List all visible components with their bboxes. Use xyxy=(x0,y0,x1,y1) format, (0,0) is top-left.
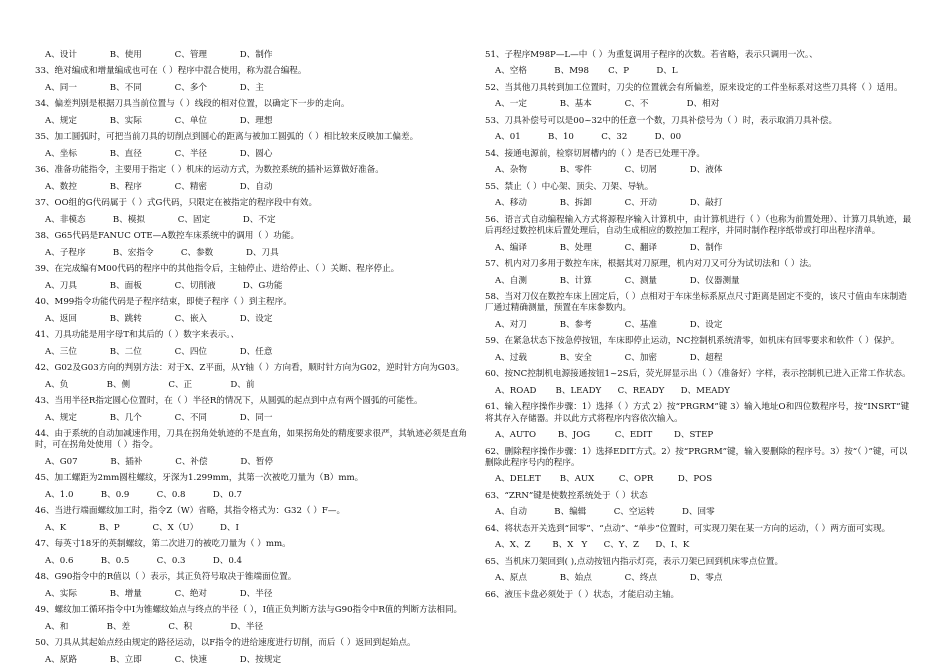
answer-options: A、设计 B、使用 C、管理 D、制作 xyxy=(45,50,273,60)
answer-options: A、X、Z B、X Y C、Y、Z D、I、K xyxy=(495,540,690,551)
question-text: 39、在完成编有M00代码的程序中的其他指令后，主轴停止、进给停止、（ ）关断、程序停止。 xyxy=(35,264,400,275)
answer-options: A、实际 B、增量 C、绝对 D、半径 xyxy=(45,588,273,599)
answer-options: A、编译 B、处理 C、翻译 D、制作 xyxy=(495,242,723,253)
question-text: 52、当其他刀具转到加工位置时，刀尖的位置就会有所偏差，原来设定的工件坐标系对这些刀具将（ ）适用。 xyxy=(485,82,903,93)
question-text: 56、语言式自动编程输入方式将源程序输入计算机中，由计算机进行（ ）（也称为前置处理）、计算刀具轨迹，最后再经过数控机床后置处理后，自动生成相应的数控加工程序，并同时制作程序纸带或打印出程序清单。 xyxy=(485,214,912,237)
answer-options: A、子程序 B、宏指令 C、参数 D、刀具 xyxy=(45,247,279,258)
answer-options: A、DELET B、AUX C、OPR D、POS xyxy=(495,474,713,485)
question-text: 62、删除程序操作步骤：1）选择EDIT方式。2）按“PRGRM”键，输入要删除的程序号。3）按“（ ）”键，可以删除此程序号内的程序。 xyxy=(485,446,908,468)
question-text: 51、子程序M98P—L—中（ ）为重复调用子程序的次数。若省略，表示只调用一次。、 xyxy=(485,50,818,60)
question-text: 65、当机床刀架回到( ),点动按钮内指示灯亮，表示刀架已回到机床零点位置。 xyxy=(485,556,784,567)
answer-options: A、杂物 B、零件 C、切屑 D、液体 xyxy=(495,165,723,176)
question-text: 41、刀具功能是用字母T和其后的（ ）数字来表示。、 xyxy=(35,330,240,341)
answer-options: A、1.0 B、0.9 C、0.8 D、0.7 xyxy=(45,489,242,500)
answer-options: A、空格 B、M98 C、P D、L xyxy=(495,66,678,77)
answer-options: A、原路 B、立即 C、快速 D、按规定 xyxy=(45,654,282,665)
answer-options: A、规定 B、实际 C、单位 D、理想 xyxy=(45,115,273,126)
question-text: 37、OO组的G代码属于（ ）式G代码，只限定在被指定的程序段中有效。 xyxy=(35,198,318,209)
answer-options: A、负 B、侧 C、正 D、前 xyxy=(45,379,255,390)
question-text: 49、螺纹加工循环指令中I为锥螺纹始点与终点的半径（ ），I值正负判断方法与G90指令中R值的判断方法相同。 xyxy=(35,605,463,616)
answer-options: A、三位 B、二位 C、四位 D、任意 xyxy=(45,346,273,357)
answer-options: A、非模态 B、模拟 C、固定 D、不定 xyxy=(45,214,276,225)
question-text: 42、G02及G03方向的判别方法：对于X、Z平面，从Y轴（ ）方向看，顺时针方向为G02，逆时针方向为G03。 xyxy=(35,363,465,374)
question-text: 64、将状态开关选到“回零”、“点动”、“单步”位置时，可实现刀架在某一方向的运动，（ ）两方面可实现。 xyxy=(485,523,891,534)
answer-options: A、自动 B、编辑 C、空运转 D、回零 xyxy=(495,507,715,518)
right-column xyxy=(485,50,915,606)
answer-options: A、K B、P C、X（U） D、I xyxy=(45,522,239,533)
answer-options: A、一定 B、基本 C、不 D、相对 xyxy=(495,99,720,110)
question-text: 60、按NC控制机电源接通按钮1~2S后，荧光屏显示出（ ）（准备好）字样，表示控制机已进入正常工作状态。 xyxy=(485,369,911,380)
answer-options: A、自测 B、计算 C、测量 D、仪器测量 xyxy=(495,275,740,286)
answer-options: A、原点 B、始点 C、终点 D、零点 xyxy=(495,573,723,584)
question-text: 63、“ZRN”键是使数控系统处于（ ）状态 xyxy=(485,490,648,501)
question-text: 34、偏差判别是根据刀具当前位置与（ ）线段的相对位置，以确定下一步的走向。 xyxy=(35,99,350,110)
answer-options: A、移动 B、拆卸 C、开动 D、敲打 xyxy=(495,198,723,209)
question-text: 47、每英寸18牙的英制螺纹，第二次进刀的被吃刀量为（ ）mm。 xyxy=(35,539,291,550)
left-column xyxy=(35,50,470,671)
question-text: 61、输入程序操作步骤：1）选择（ ）方式 2）按“PRGRM”键 3）输入地址O和四位数程序号，按“INSRT”键将其存入存储器。并以此方式将程序内容依次输入。 xyxy=(485,402,910,424)
question-text: 59、在紧急状态下按急停按钮，车床即停止运动，NC控制机系统清零，如机床有回零要求和软件（ ）保护。 xyxy=(485,336,900,347)
question-text: 45、加工螺距为2mm圆柱螺纹，牙深为1.299mm，其第一次被吃刀量为（B）mm。 xyxy=(35,473,364,484)
question-text: 55、禁止（ ）中心架、顶尖、刀架、导轨。 xyxy=(485,181,654,192)
answer-options: A、G07 B、插补 C、补偿 D、暂停 xyxy=(45,456,274,467)
question-text: 53、刀具补偿号可以是00~32中的任意一个数，刀具补偿号为（ ）时，表示取消刀具补偿。 xyxy=(485,115,838,126)
question-text: 40、M99指令功能代码是子程序结束，即使子程序（ ）到主程序。 xyxy=(35,297,292,308)
question-text: 50、刀具从其起始点经由规定的路径运动，以F指令的进给速度进行切削，而后（ ）返回到起始点。 xyxy=(35,638,416,649)
question-text: 35、加工圆弧时，可把当前刀具的切削点到圆心的距离与被加工圆弧的（ ）相比较来反映加工偏差。 xyxy=(35,132,419,143)
answer-options: A、AUTO B、JOG C、EDIT D、STEP xyxy=(495,430,714,441)
answer-options: A、同一 B、不同 C、多个 D、主 xyxy=(45,82,264,93)
question-text: 58、当对刀仪在数控车床上固定后，（ ）点相对于车床坐标系原点尺寸距离是固定不变的，该尺寸值由车床制造厂通过精确测量，预置在车床参数内。 xyxy=(485,292,907,314)
answer-options: A、ROAD B、LEADY C、READY D、MEADY xyxy=(495,385,730,396)
question-text: 38、G65代码是FANUC OTE—A数控车床系统中的调用（ ）功能。 xyxy=(35,231,300,242)
answer-options: A、0.6 B、0.5 C、0.3 D、0.4 xyxy=(45,555,242,566)
answer-options: A、01 B、10 C、32 D、00 xyxy=(495,132,682,143)
question-text: 48、G90指令中的R值以（ ）表示，其正负符号取决于锥端面位置。 xyxy=(35,572,297,583)
question-text: 36、准备功能指令，主要用于指定（ ）机床的运动方式，为数控系统的插补运算做好准备。 xyxy=(35,165,384,176)
answer-options: A、规定 B、几个 C、不同 D、同一 xyxy=(45,412,273,423)
answer-options: A、和 B、差 C、积 D、半径 xyxy=(45,621,264,632)
answer-options: A、数控 B、程序 C、精密 D、自动 xyxy=(45,181,273,192)
question-text: 46、当进行端面螺纹加工时，指令Z（W）省略，其指令格式为：G32（ ）F—。 xyxy=(35,506,346,517)
question-text: 43、当用半径R指定圆心位置时，在（ ）半径R的情况下，从圆弧的起点到中点有两个圆弧的可能性。 xyxy=(35,396,423,407)
answer-options: A、坐标 B、直径 C、半径 D、圆心 xyxy=(45,148,273,159)
question-text: 54、接通电源前，检察切屑槽内的（ ）是否已处理干净。 xyxy=(485,148,705,159)
answer-options: A、过载 B、安全 C、加密 D、超程 xyxy=(495,352,723,363)
answer-options: A、对刀 B、参考 C、基准 D、设定 xyxy=(495,319,723,330)
answer-options: A、返回 B、跳转 C、嵌入 D、设定 xyxy=(45,313,273,324)
question-text: 33、绝对编成和增量编成也可在（ ）程序中混合使用，称为混合编程。 xyxy=(35,66,307,77)
question-text: 66、液压卡盘必须处于（ ）状态，才能启动主轴。 xyxy=(485,589,680,600)
question-text: 57、机内对刀多用于数控车床，根据其对刀原理，机内对刀又可分为试切法和（ ）法。 xyxy=(485,259,817,270)
answer-options: A、刀具 B、面板 C、切削液 D、G功能 xyxy=(45,280,283,291)
question-text: 44、由于系统的自动加减速作用，刀具在拐角处轨迹的不是直角，如果拐角处的精度要求很严，其轨迹必须是直角时，可在拐角处使用（ ）指令。 xyxy=(35,429,468,451)
